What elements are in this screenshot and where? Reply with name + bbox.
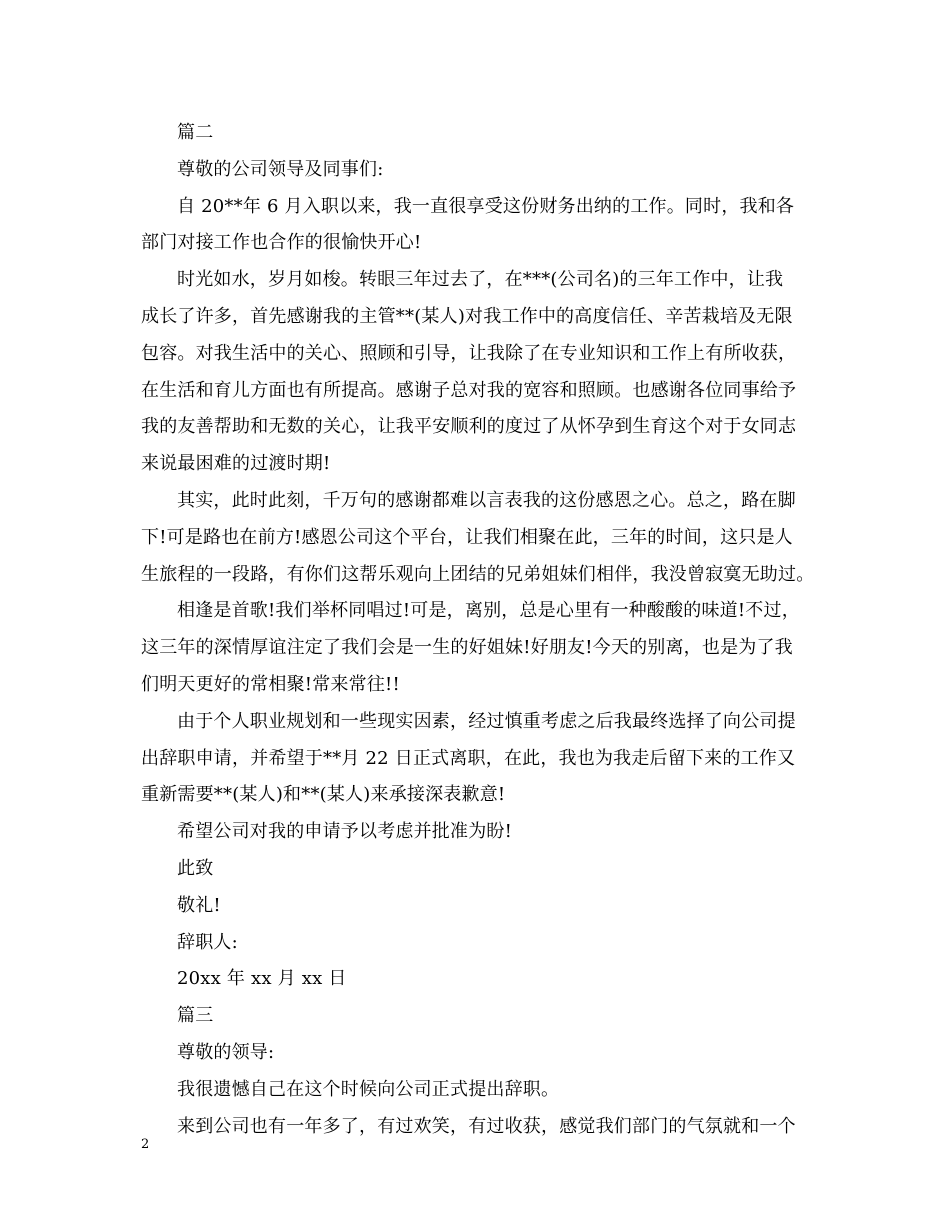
text-line: 其实，此时此刻，千万句的感谢都难以言表我的这份感恩之心。总之，路在脚 <box>177 489 796 511</box>
text-line: 成长了许多，首先感谢我的主管**(某人)对我工作中的高度信任、辛苦栽培及无限 <box>141 305 793 327</box>
document-body <box>141 115 817 1145</box>
text-line: 希望公司对我的申请予以考虑并批准为盼! <box>177 821 513 843</box>
text-line: 篇二 <box>177 122 214 143</box>
text-line: 自 20**年 6 月入职以来，我一直很享受这份财务出纳的工作。同时，我和各 <box>177 195 795 217</box>
text-line: 篇三 <box>177 1005 214 1027</box>
text-line: 来到公司也有一年多了，有过欢笑，有过收获，感觉我们部门的气氛就和一个 <box>177 1115 796 1137</box>
text-line: 下!可是路也在前方!感恩公司这个平台，让我们相聚在此，三年的时间，这只是人 <box>141 526 793 548</box>
text-line: 来说最困难的过渡时期! <box>141 453 331 475</box>
text-line: 这三年的深情厚谊注定了我们会是一生的好姐妹!好朋友!今天的别离，也是为了我 <box>141 637 793 659</box>
text-line: 此致 <box>177 857 214 879</box>
text-line: 们明天更好的常相聚!常来常往!! <box>141 673 400 695</box>
text-line: 由于个人职业规划和一些现实因素，经过慎重考虑之后我最终选择了向公司提 <box>177 710 796 732</box>
text-line: 部门对接工作也合作的很愉快开心! <box>141 232 422 254</box>
text-line: 我的友善帮助和无数的关心，让我平安顺利的度过了从怀孕到生育这个对于女同志 <box>141 416 797 438</box>
text-line: 尊敬的领导: <box>177 1041 275 1063</box>
text-line: 时光如水，岁月如梭。转眼三年过去了，在***(公司名)的三年工作中，让我 <box>177 269 784 291</box>
text-line: 包容。对我生活中的关心、照顾和引导，让我除了在专业知识和工作上有所收获， <box>141 342 797 364</box>
text-line: 尊敬的公司领导及同事们: <box>177 158 384 180</box>
text-line: 敬礼! <box>177 894 221 916</box>
text-line: 出辞职申请，并希望于**月 22 日正式离职，在此，我也为我走后留下来的工作又 <box>141 747 796 769</box>
text-line: 辞职人: <box>177 931 238 953</box>
text-line: 在生活和育儿方面也有所提高。感谢子总对我的宽容和照顾。也感谢各位同事给予 <box>141 379 797 401</box>
text-line: 重新需要**(某人)和**(某人)来承接深表歉意! <box>141 784 506 806</box>
text-line: 20xx 年 xx 月 xx 日 <box>177 968 347 990</box>
text-line: 相逢是首歌!我们举杯同唱过!可是，离别，总是心里有一种酸酸的味道!不过， <box>177 600 800 622</box>
text-line: 我很遗憾自己在这个时候向公司正式提出辞职。 <box>177 1078 560 1100</box>
text-line: 生旅程的一段路，有你们这帮乐观向上团结的兄弟姐妹们相伴，我没曾寂寞无助过。 <box>141 563 815 585</box>
page-number: 2 <box>141 1137 150 1152</box>
